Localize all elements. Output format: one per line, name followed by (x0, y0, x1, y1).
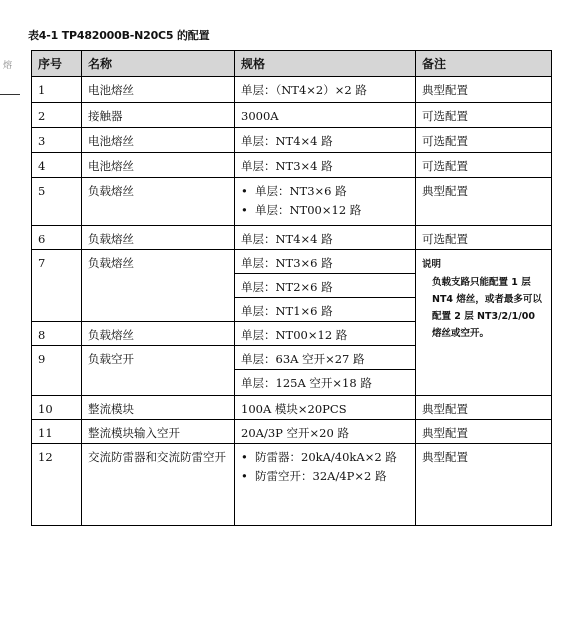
cell-note: 可选配置 (416, 128, 552, 153)
cell-spec: 单层：NT1×6 路 (235, 298, 416, 322)
cell-spec: 单层：NT4×4 路 (235, 128, 416, 153)
cell-spec (235, 444, 416, 526)
margin-rule (0, 94, 20, 95)
cell-note: 可选配置 (416, 153, 552, 178)
cell-no: 4 (32, 153, 82, 178)
cell-no: 2 (32, 103, 82, 128)
cell-name: 负载空开 (82, 346, 235, 396)
header-no: 序号 (32, 51, 82, 77)
merged-note-cell (416, 250, 552, 396)
cell-spec: 单层：（NT4×2）×2 路 (235, 77, 416, 103)
cell-spec (235, 178, 416, 226)
cell-note: 典型配置 (416, 178, 552, 226)
cell-no: 1 (32, 77, 82, 103)
cell-spec: 单层：NT4×4 路 (235, 226, 416, 250)
cell-name: 负载熔丝 (82, 178, 235, 226)
cell-name: 电池熔丝 (82, 153, 235, 178)
cell-note: 典型配置 (416, 444, 552, 526)
cell-no: 10 (32, 396, 82, 420)
cell-spec: 单层：NT3×4 路 (235, 153, 416, 178)
header-name: 名称 (82, 51, 235, 77)
cell-spec: 单层：NT3×6 路 (235, 250, 416, 274)
table-row (32, 103, 552, 128)
cell-no: 8 (32, 322, 82, 346)
cell-name: 整流模块输入空开 (82, 420, 235, 444)
table-row (32, 444, 552, 526)
cell-spec: 单层：NT2×6 路 (235, 274, 416, 298)
spec-bullet-item: • 单层：NT00×12 路 (241, 202, 409, 218)
table-row (32, 77, 552, 103)
table-row (32, 153, 552, 178)
note-body: 负载支路只能配置 1 层 NT4 熔丝，或者最多可以配置 2 层 NT3/2/1/00 熔丝或空开。 (432, 277, 542, 339)
cell-note: 可选配置 (416, 226, 552, 250)
cell-no: 9 (32, 346, 82, 396)
spec-bullet-item: • 防雷空开：32A/4P×2 路 (241, 468, 409, 484)
table-header-row (32, 51, 552, 77)
cell-note: 典型配置 (416, 396, 552, 420)
cell-no: 7 (32, 250, 82, 322)
cell-name: 整流模块 (82, 396, 235, 420)
cell-name: 电池熔丝 (82, 128, 235, 153)
cell-no: 5 (32, 178, 82, 226)
table-row (32, 128, 552, 153)
cell-note: 典型配置 (416, 77, 552, 103)
configuration-table (31, 50, 552, 526)
table-row (32, 420, 552, 444)
cell-name: 接触器 (82, 103, 235, 128)
note-title: 说明 (422, 259, 442, 270)
table-row (32, 250, 552, 274)
cell-name: 电池熔丝 (82, 77, 235, 103)
cell-no: 11 (32, 420, 82, 444)
cell-no: 6 (32, 226, 82, 250)
cell-spec: 单层：63A 空开×27 路 (235, 346, 416, 370)
cell-no: 12 (32, 444, 82, 526)
cell-no: 3 (32, 128, 82, 153)
spec-bullet-item: • 防雷器：20kA/40kA×2 路 (241, 449, 409, 465)
cell-name: 负载熔丝 (82, 226, 235, 250)
cell-spec: 100A 模块×20PCS (235, 396, 416, 420)
margin-marker: 熔 (3, 61, 13, 71)
header-spec: 规格 (235, 51, 416, 77)
cell-note: 可选配置 (416, 103, 552, 128)
table-row (32, 226, 552, 250)
cell-name: 负载熔丝 (82, 322, 235, 346)
cell-name: 负载熔丝 (82, 250, 235, 322)
table-row (32, 396, 552, 420)
cell-spec: 3000A (235, 103, 416, 128)
table-caption: 表4-1 TP482000B-N20C5 的配置 (28, 29, 210, 42)
spec-bullet-item: • 单层：NT3×6 路 (241, 183, 409, 199)
cell-spec: 单层：125A 空开×18 路 (235, 370, 416, 396)
cell-spec: 单层：NT00×12 路 (235, 322, 416, 346)
header-note: 备注 (416, 51, 552, 77)
table-row (32, 178, 552, 226)
cell-spec: 20A/3P 空开×20 路 (235, 420, 416, 444)
cell-note: 典型配置 (416, 420, 552, 444)
cell-name: 交流防雷器和交流防雷空开 (82, 444, 235, 526)
